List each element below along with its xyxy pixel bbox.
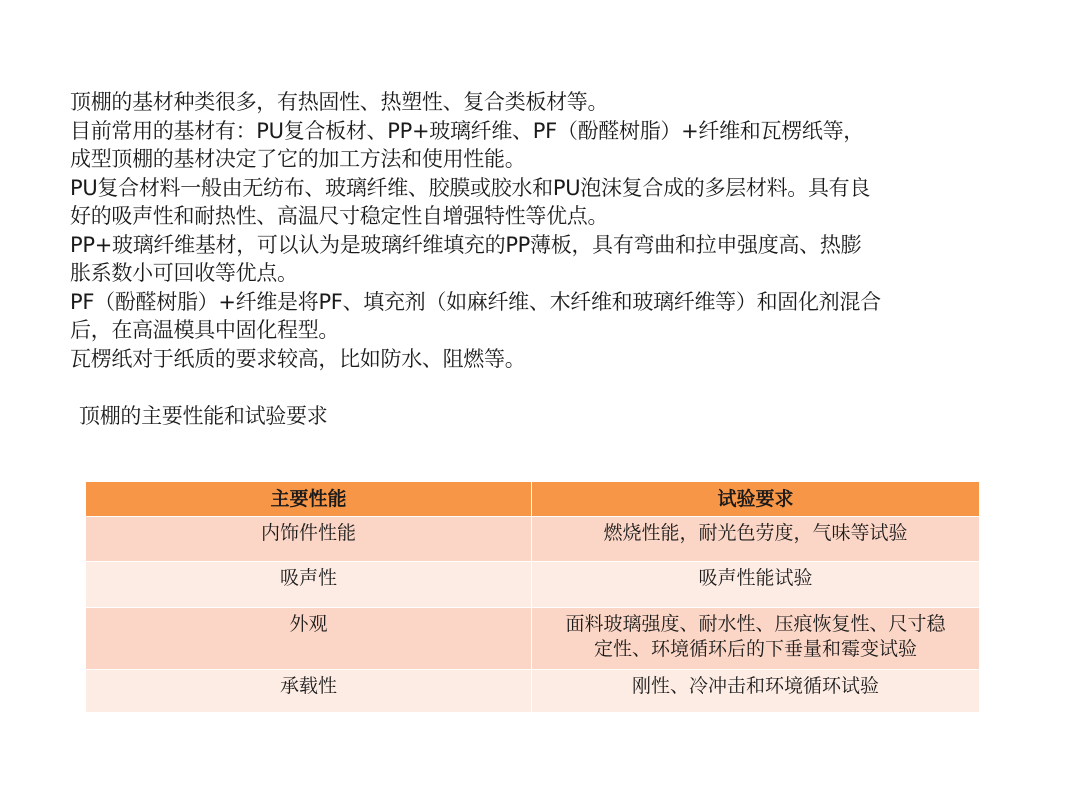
requirement-cell: [532, 517, 980, 562]
table-header-row: [86, 482, 980, 517]
intro-line: 好的吸声性和耐热性、高温尺寸稳定性自增强特性等优点。: [70, 204, 609, 228]
intro-line: 胀系数小可回收等优点。: [70, 261, 298, 285]
intro-line: 成型顶棚的基材决定了它的加工方法和使用性能。: [70, 147, 526, 171]
requirement-line: 刚性、冷冲击和环境循环试验: [631, 675, 879, 697]
requirement-cell: [532, 670, 980, 713]
performance-cell: 承载性: [86, 670, 532, 713]
intro-line: PP+玻璃纤维基材，可以认为是玻璃纤维填充的PP薄板，具有弯曲和拉申强度高、热膨: [70, 232, 862, 257]
intro-line: 目前常用的基材有：PU复合板材、PP+玻璃纤维、PF（酚醛树脂）+纤维和瓦楞纸等，: [70, 118, 864, 143]
intro-line: 瓦楞纸对于纸质的要求较高，比如防水、阻燃等。: [70, 346, 526, 371]
table-row: [86, 670, 980, 713]
intro-text: [70, 88, 1020, 373]
performance-cell: 外观: [86, 608, 532, 670]
intro-line: PU复合材料一般由无纺布、玻璃纤维、胶膜或胶水和PU泡沫复合成的多层材料。具有良: [70, 175, 871, 200]
table-title: 顶棚的主要性能和试验要求: [79, 404, 328, 428]
requirement-cell: [532, 608, 980, 670]
performance-cell: 内饰件性能: [86, 517, 532, 562]
performance-table: [85, 481, 980, 713]
requirement-line: 吸声性能试验: [698, 567, 813, 589]
table-row: [86, 517, 980, 562]
requirement-line: 定性、环境循环后的下垂量和霉变试验: [593, 638, 917, 660]
header-requirement: 试验要求: [532, 482, 980, 517]
intro-line: 后，在高温模具中固化程型。: [70, 318, 340, 342]
table-row: [86, 562, 980, 608]
intro-line: 顶棚的基材种类很多，有热固性、热塑性、复合类板材等。: [70, 90, 609, 114]
requirement-cell: [532, 562, 980, 608]
requirement-line: 燃烧性能，耐光色劳度，气味等试验: [603, 522, 908, 544]
table-row: [86, 608, 980, 670]
header-performance: 主要性能: [86, 482, 532, 517]
performance-cell: 吸声性: [86, 562, 532, 608]
requirement-line: 面料玻璃强度、耐水性、压痕恢复性、尺寸稳: [565, 613, 946, 635]
intro-line: PF（酚醛树脂）+纤维是将PF、填充剂（如麻纤维、木纤维和玻璃纤维等）和固化剂混合: [70, 289, 881, 314]
